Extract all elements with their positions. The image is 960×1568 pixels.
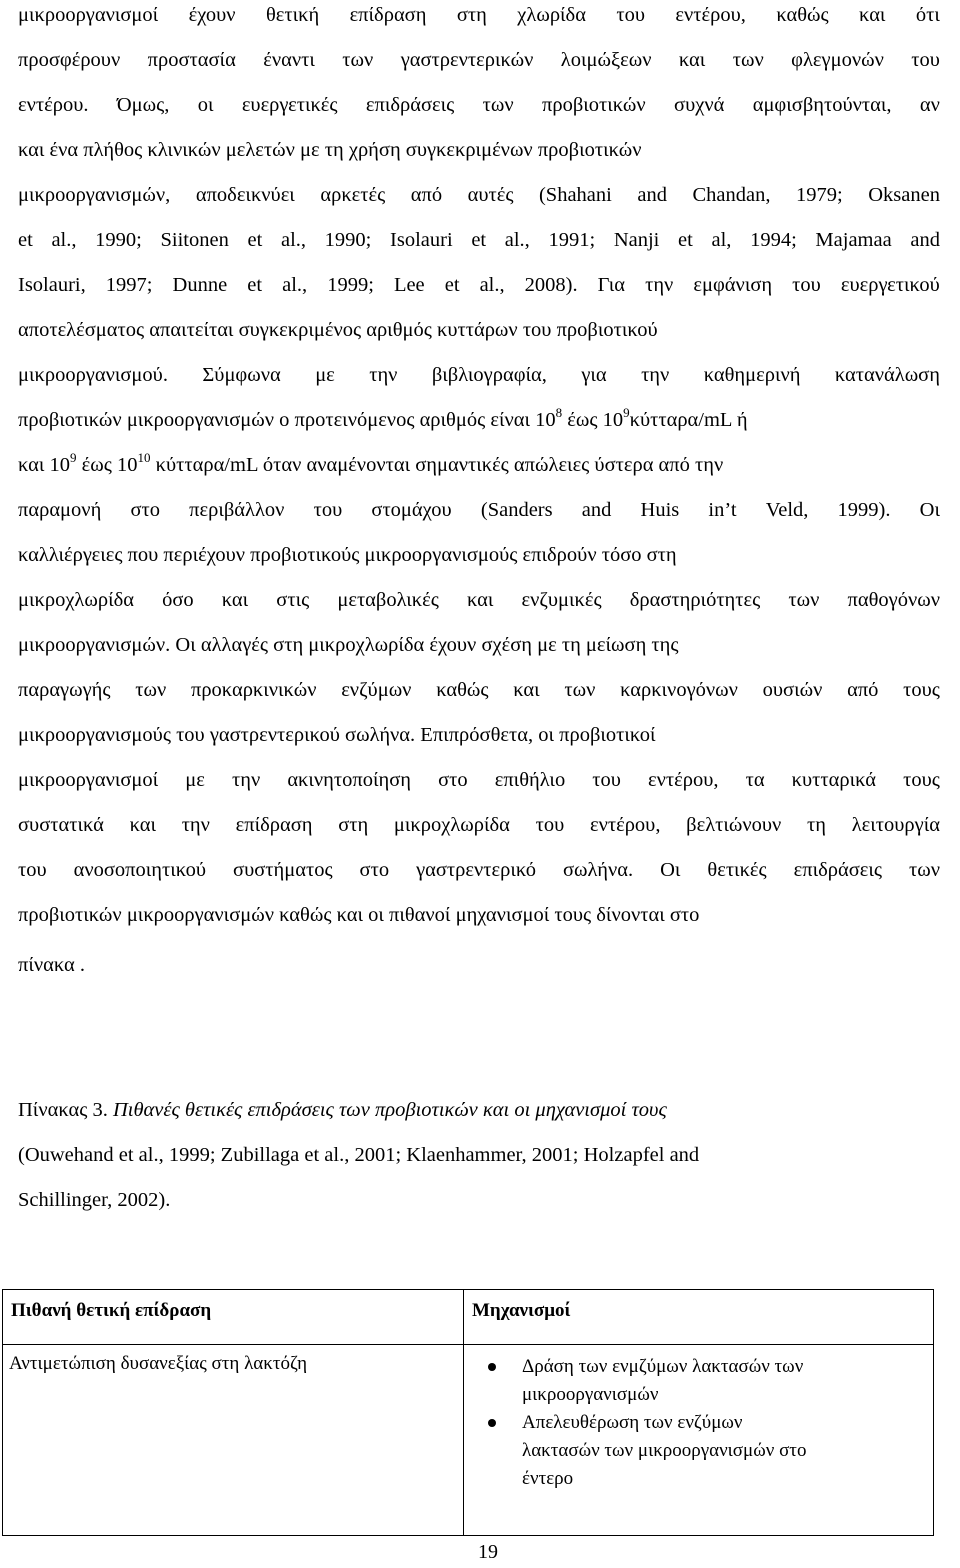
- paragraph-line: μικροοργανισμών, αποδεικνύει αρκετές από αυτές (Shahani and Chandan, 1979; Oksanen: [18, 184, 940, 206]
- paragraph-line: μικροοργανισμοί έχουν θετική επίδραση στη χλωρίδα του εντέρου, καθώς και ότι: [18, 4, 940, 26]
- paragraph-line-exponents: [18, 450, 724, 477]
- mechanism-text: Απελευθέρωση των ενζύμων: [522, 1412, 743, 1433]
- mechanism-text: μικροοργανισμών: [522, 1384, 659, 1405]
- text-fragment: κύτταρα/mL ή: [629, 409, 748, 431]
- paragraph-line: καλλιέργειες που περιέχουν προβιοτικούς μικροοργανισμούς επιδρούν τόσο στη: [18, 544, 677, 566]
- table-row: [3, 1345, 934, 1536]
- exponent: 9: [623, 405, 630, 420]
- table-header-row: [3, 1290, 934, 1345]
- paragraph-line: παραμονή στο περιβάλλον του στομάχου (Sanders and Huis in’t Veld, 1999). Οι: [18, 499, 940, 521]
- paragraph-line: πίνακα .: [18, 954, 86, 976]
- paragraph-line: αποτελέσματος απαιτείται συγκεκριμένος αριθμός κυττάρων του προβιοτικού: [18, 319, 658, 341]
- exponent: 10: [137, 450, 151, 465]
- paragraph-line: μικροοργανισμούς του γαστρεντερικού σωλήνα. Επιπρόσθετα, οι προβιοτικοί: [18, 724, 656, 746]
- paragraph-line: συστατικά και την επίδραση στη μικροχλωρίδα του εντέρου, βελτιώνουν τη λειτουργία: [18, 814, 940, 836]
- text-fragment: προβιοτικών μικροοργανισμών ο προτεινόμενος αριθμός είναι 10: [18, 409, 556, 431]
- page-number: 19: [478, 1541, 498, 1563]
- mechanism-item: [470, 1353, 933, 1409]
- text-fragment: έως 10: [81, 454, 138, 476]
- caption-references: (Ouwehand et al., 1999; Zubillaga et al., 2001; Klaenhammer, 2001; Holzapfel and: [18, 1144, 700, 1166]
- paragraph-line: εντέρου. Όμως, οι ευεργετικές επιδράσεις των προβιοτικών συχνά αμφισβητούνται, αν: [18, 94, 940, 116]
- paragraph-line-exponents: [18, 405, 748, 432]
- paragraph-line: et al., 1990; Siitonen et al., 1990; Isolauri et al., 1991; Nanji et al, 1994; Majamaa and: [18, 229, 940, 251]
- header-mechanisms: Μηχανισμοί: [464, 1290, 934, 1345]
- caption-references: Schillinger, 2002).: [18, 1189, 171, 1211]
- exponent: 9: [70, 450, 77, 465]
- paragraph-line: προβιοτικών μικροοργανισμών καθώς και οι πιθανοί μηχανισμοί τους δίνονται στο: [18, 904, 700, 926]
- caption-title: Πιθανές θετικές επιδράσεις των προβιοτικών και οι μηχανισμοί τους: [112, 1099, 667, 1121]
- paragraph-line: Isolauri, 1997; Dunne et al., 1999; Lee et al., 2008). Για την εμφάνιση του ευεργετικού: [18, 274, 940, 296]
- text-fragment: κύτταρα/mL όταν αναμένονται σημαντικές απώλειες ύστερα από την: [155, 454, 724, 476]
- paragraph-line: του ανοσοποιητικού συστήματος στο γαστρεντερικό σωλήνα. Οι θετικές επιδράσεις των: [18, 859, 940, 881]
- table-caption: [18, 1098, 667, 1122]
- effect-cell: Αντιμετώπιση δυσανεξίας στη λακτόζη: [3, 1345, 464, 1536]
- mechanisms-cell: [464, 1345, 934, 1536]
- paragraph-line: προσφέρουν προστασία έναντι των γαστρεντερικών λοιμώξεων και των φλεγμονών του: [18, 49, 940, 71]
- paragraph-line: μικροοργανισμού. Σύμφωνα με την βιβλιογραφία, για την καθημερινή κατανάλωση: [18, 364, 940, 386]
- mechanism-list: [470, 1353, 933, 1493]
- header-effect: Πιθανή θετική επίδραση: [3, 1290, 464, 1345]
- exponent: 8: [555, 405, 563, 420]
- text-fragment: και 10: [18, 454, 71, 476]
- paragraph-line: μικροοργανισμών. Οι αλλαγές στη μικροχλωρίδα έχουν σχέση με τη μείωση της: [18, 634, 679, 656]
- effects-table: [2, 1289, 934, 1536]
- mechanism-text: Δράση των ενμζύμων λακτασών των: [522, 1356, 804, 1377]
- paragraph-line: μικροχλωρίδα όσο και στις μεταβολικές και ενζυμικές δραστηριότητες των παθογόνων: [18, 589, 940, 611]
- mechanism-text: έντερο: [522, 1468, 574, 1489]
- bullet-icon: [488, 1363, 496, 1371]
- caption-label: Πίνακας 3.: [18, 1099, 108, 1121]
- paragraph-line: μικροοργανισμοί με την ακινητοποίηση στο επιθήλιο του εντέρου, τα κυτταρικά τους: [18, 769, 940, 791]
- text-fragment: έως 10: [567, 409, 624, 431]
- mechanism-text: λακτασών των μικροοργανισμών στο: [522, 1440, 807, 1461]
- bullet-icon: [488, 1419, 496, 1427]
- mechanism-item: [470, 1409, 933, 1493]
- paragraph-line: και ένα πλήθος κλινικών μελετών με τη χρήση συγκεκριμένων προβιοτικών: [18, 139, 642, 161]
- paragraph-line: παραγωγής των προκαρκινικών ενζύμων καθώς και των καρκινογόνων ουσιών από τους: [18, 679, 940, 701]
